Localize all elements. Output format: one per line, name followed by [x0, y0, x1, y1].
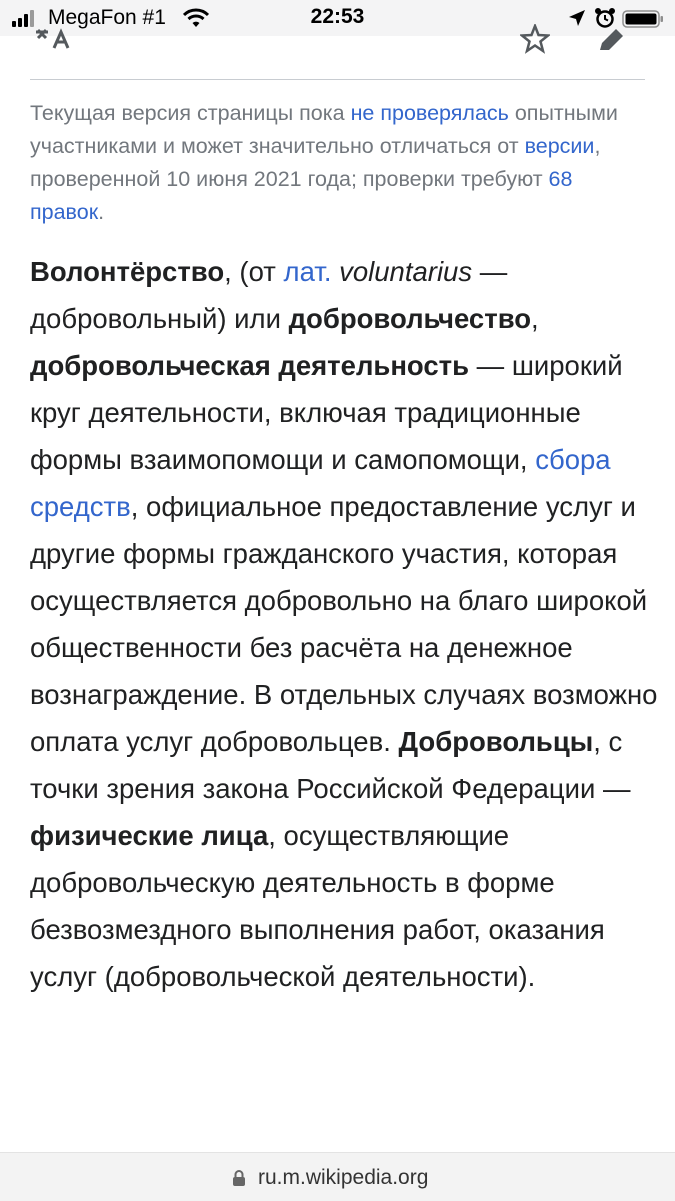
article-text: , с точки зрения закона Российской Федерации — [30, 726, 631, 804]
language-icon[interactable] [34, 28, 74, 52]
term-volunteers: Добровольцы [398, 726, 594, 757]
url-text: ru.m.wikipedia.org [258, 1166, 429, 1189]
page-actions-toolbar [0, 36, 675, 80]
term-individuals: физические лица [30, 820, 269, 851]
location-arrow-icon [568, 9, 586, 27]
article-paragraph [30, 248, 660, 1000]
article-text: — добровольный) или [30, 256, 508, 334]
not-checked-link[interactable]: не проверялась [350, 101, 509, 125]
toolbar-divider [30, 79, 645, 80]
term-dobrovolchestvo: добровольчество [288, 303, 532, 334]
article-text: , (от [224, 256, 284, 287]
latin-link[interactable]: лат. [283, 256, 332, 287]
article-text: , осуществляющие добровольческую деятельность в форме безвозмездного выполнения работ, оказания услуг (добровольческой деятельности). [30, 820, 605, 992]
lock-icon [232, 1169, 246, 1187]
latin-word: voluntarius [339, 256, 473, 287]
status-bar [0, 0, 675, 36]
fundraising-link[interactable]: сбора средств [30, 444, 611, 522]
address-bar[interactable] [0, 1152, 675, 1201]
battery-icon [622, 10, 664, 28]
notice-text: , проверенной 10 июня 2021 года; проверки требуют [30, 134, 601, 191]
term-volunteering: Волонтёрство [30, 256, 225, 287]
star-icon[interactable] [520, 24, 550, 54]
checked-version-link[interactable]: версии [524, 134, 595, 158]
carrier-name: MegaFon #1 [48, 6, 166, 29]
article-text: — широкий круг деятельности, включая традиционные формы взаимопомощи и самопомощи, [30, 350, 623, 475]
article-text [331, 256, 339, 287]
term-volunteer-activity: добровольческая деятельность [30, 350, 470, 381]
notice-text: опытными участниками и может значительно отличаться от [30, 101, 618, 158]
notice-text: Текущая версия страницы пока [30, 101, 351, 125]
notice-text: . [98, 200, 105, 224]
pending-edits-link[interactable]: 68 правок [30, 167, 573, 224]
edit-pencil-icon[interactable] [596, 28, 628, 52]
alarm-clock-icon [594, 7, 616, 29]
status-time: 22:53 [310, 5, 365, 28]
article-text: , [531, 303, 539, 334]
article-text: , официальное предоставление услуг и другие формы гражданского участия, которая осуществляется добровольно на благо широкой общественности без расчёта на денежное вознаграждение. В отдельных случаях возможно оплата услуг добровольцев. [30, 491, 658, 757]
revision-notice [30, 97, 650, 229]
